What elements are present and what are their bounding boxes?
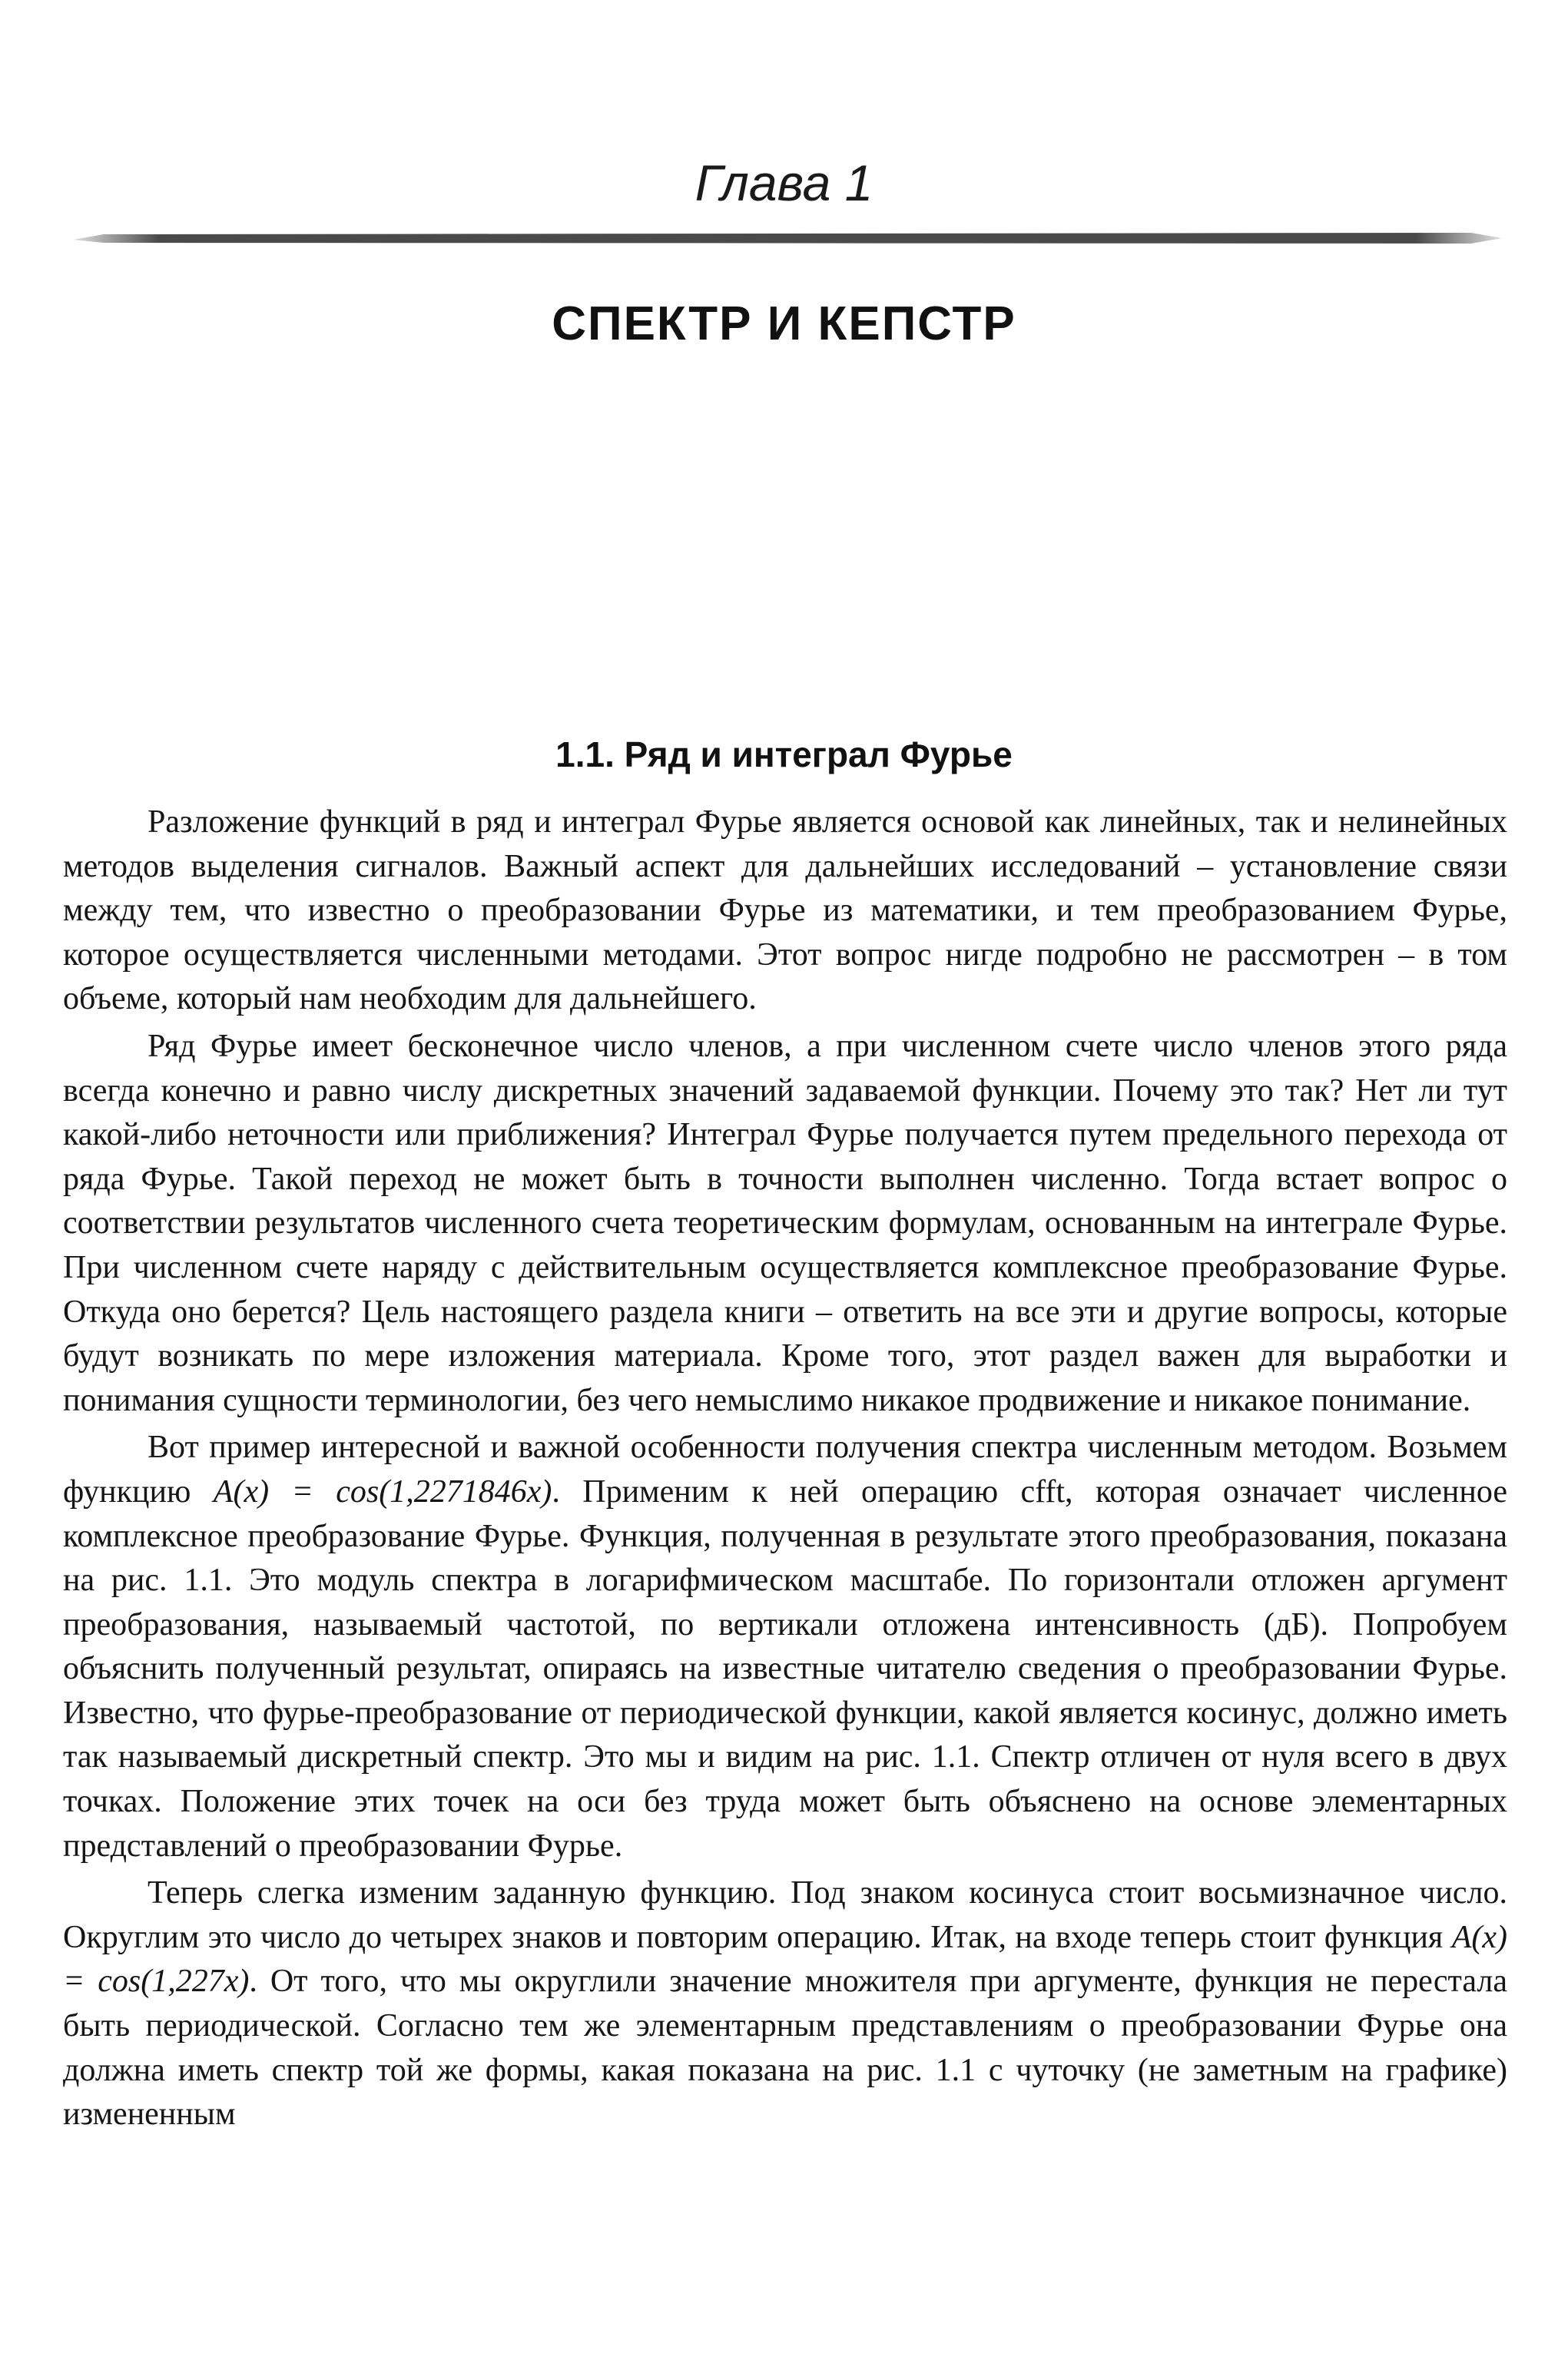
section-heading: 1.1. Ряд и интеграл Фурье xyxy=(555,734,1013,774)
paragraph-3-text-b: . Применим к ней операцию cfft, которая означает численное комплексное преобразование Фурье. Функция, полученная в результате этого преобразования, показана на рис. 1.1. Это модуль спектра в логарифмическом масштабе. По горизонтали отложен аргумент преобразования, называемый частотой, по вертикали отложена интенсивность (дБ). Попробуем объяснить полученный результат, опираясь на известные читателю сведения о преобразовании Фурье. Известно, что фурье-преобразование от периодической функции, какой является косинус, должно иметь так называемый дискретный спектр. Это мы и видим на рис. 1.1. Спектр отличен от нуля всего в двух точках. Положение этих точек на оси без труда может быть объяснено на основе элементарных представлений о преобразовании Фурье. xyxy=(63,1473,1507,1864)
paragraph-2: Ряд Фурье имеет бесконечное число членов, а при численном счете число членов этого ряда всегда конечно и равно числу дискретных значений задаваемой функции. Почему это так? Нет ли тут какой-либо неточности или приближения? Интеграл Фурье получается путем предельного перехода от ряда Фурье. Такой переход не может быть в точности выполнен численно. Тогда встает вопрос о соответствии результатов численного счета теоретическим формулам, основанным на интеграле Фурье. При численном счете наряду с действительным осуществляется комплексное преобразование Фурье. Откуда оно берется? Цель настоящего раздела книги – ответить на все эти и другие вопросы, которые будут возникать по мере изложения материала. Кроме того, этот раздел важен для выработки и понимания сущности терминологии, без чего немыслимо никакое продвижение и никакое понимание. xyxy=(63,1028,1507,1418)
paragraph-4-text-a: Теперь слегка изменим заданную функцию. Под знаком косинуса стоит восьмизначное число. Округлим это число до четырех знаков и повторим операцию. Итак, на входе теперь стоит функция xyxy=(63,1875,1507,1955)
formula-cos-1-2271846: A(x) = cos(1,2271846x) xyxy=(213,1473,552,1510)
paragraph-4 xyxy=(63,1871,1507,2137)
paragraph-1: Разложение функций в ряд и интеграл Фурье является основой как линейных, так и нелинейных методов выделения сигналов. Важный аспект для дальнейших исследований – установление связи между тем, что известно о преобразовании Фурье из математики, и тем преобразованием Фурье, которое осуществляется численными методами. Этот вопрос нигде подробно не рассмотрен – в том объеме, который нам необходим для дальнейшего. xyxy=(63,804,1507,1017)
formula-cos-1-227: A(x) = cos(1,227x) xyxy=(63,1919,1507,2000)
chapter-divider-rule xyxy=(73,230,1502,246)
paragraph-3-text-a: Вот пример интересной и важной особенности получения спектра численным методом. Возьмем функцию xyxy=(63,1430,1507,1510)
paragraph-4-text-b: . От того, что мы округлили значение множителя при аргументе, функция не перестала быть периодической. Согласно тем же элементарным представлениям о преобразовании Фурье она должна иметь спектр той же формы, какая показана на рис. 1.1 с чуточку (не заметным на графике) измененным xyxy=(63,1964,1507,2133)
paragraph-3 xyxy=(63,1426,1507,1868)
chapter-title: СПЕКТР И КЕПСТР xyxy=(552,297,1016,350)
body-text xyxy=(63,801,1507,2140)
chapter-label: Глава 1 xyxy=(694,154,874,211)
